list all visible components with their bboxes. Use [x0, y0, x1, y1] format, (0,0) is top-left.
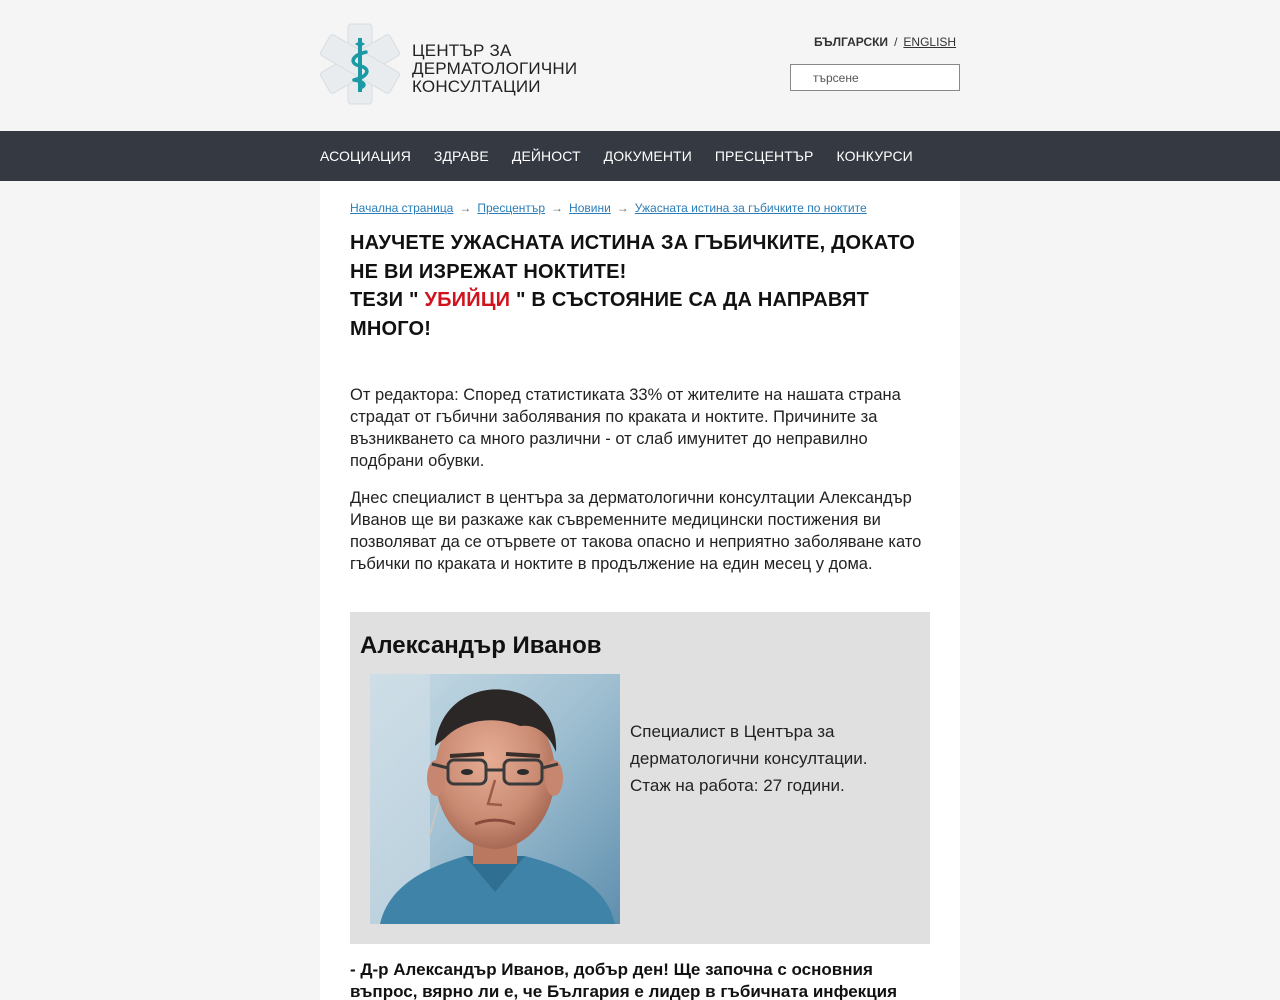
- portrait-image: [370, 674, 620, 924]
- site-header: [0, 0, 1280, 131]
- headline-highlight: УБИЙЦИ: [424, 289, 511, 311]
- headline-line: НАУЧЕТЕ УЖАСНАТА ИСТИНА ЗА ГЪБИЧКИТЕ, ДОКАТО НЕ ВИ ИЗРЕЖАТ НОКТИТЕ!: [350, 232, 916, 283]
- expert-desc-line: Специалист в Центъра за: [630, 722, 835, 741]
- article: [320, 181, 960, 1000]
- nav-item-documents[interactable]: ДОКУМЕНТИ: [603, 148, 692, 164]
- breadcrumb-current[interactable]: Ужасната истина за гъбичките по ноктите: [634, 201, 867, 215]
- main-nav: [0, 131, 1280, 181]
- intro-paragraph: От редактора: Според статистиката 33% от жителите на нашата страна страдат от гъбични заболявания по краката и ноктите. Причините за възникването са много различни - от слаб имунитет до неправилно подбрани обувки.: [350, 386, 901, 470]
- interview-question: - Д-р Александър Иванов, добър ден! Ще започна с основния въпрос, вярно ли е, че България е лидер в гъбичната инфекция: [350, 960, 898, 1000]
- language-english-link[interactable]: ENGLISH: [903, 35, 957, 49]
- logo-line: ЦЕНТЪР ЗА: [412, 41, 512, 60]
- language-separator: /: [894, 35, 898, 49]
- expert-photo: [370, 674, 620, 924]
- breadcrumb: [350, 201, 867, 215]
- expert-card: [350, 612, 930, 944]
- breadcrumb-press-center[interactable]: Пресцентър: [477, 201, 546, 215]
- logo-line: КОНСУЛТАЦИИ: [412, 77, 541, 96]
- logo-line: ДЕРМАТОЛОГИЧНИ: [412, 59, 578, 78]
- expert-desc-line: Стаж на работа: 27 години.: [630, 776, 845, 795]
- headline-text: " В СЪСТОЯНИЕ СА ДА НАПРАВЯТ МНОГО!: [350, 289, 870, 340]
- language-current[interactable]: БЪЛГАРСКИ: [814, 35, 889, 49]
- logo-text[interactable]: [412, 42, 577, 96]
- intro-paragraph: Днес специалист в центъра за дерматологични консултации Александър Иванов ще ви разкаже как съвременните медицински постижения ви позволяват да се отървете от такова опасно и неприятно заболяване като гъбички по краката и ноктите в продължение на един месец у дома.: [350, 489, 922, 573]
- breadcrumb-news[interactable]: Новини: [569, 201, 611, 215]
- search-placeholder: търсене: [813, 71, 859, 85]
- breadcrumb-home[interactable]: Начална страница: [350, 201, 454, 215]
- page-title: [350, 229, 940, 343]
- nav-item-association[interactable]: АСОЦИАЦИЯ: [320, 148, 411, 164]
- nav-item-activity[interactable]: ДЕЙНОСТ: [511, 148, 581, 164]
- star-of-life-icon: [320, 22, 400, 106]
- language-switcher: [814, 35, 956, 49]
- logo[interactable]: [320, 22, 400, 106]
- expert-name: Александър Иванов: [360, 632, 602, 659]
- breadcrumb-arrow: →: [616, 201, 629, 215]
- headline-text: ТЕЗИ ": [350, 289, 425, 311]
- headline-line: [350, 286, 940, 343]
- nav-item-health[interactable]: ЗДРАВЕ: [433, 148, 489, 164]
- expert-desc-line: дерматологични консултации.: [630, 749, 868, 768]
- nav-item-press-center[interactable]: ПРЕСЦЕНТЪР: [714, 148, 814, 164]
- breadcrumb-arrow: →: [459, 201, 472, 215]
- search-input[interactable]: [790, 64, 960, 91]
- breadcrumb-arrow: →: [551, 201, 564, 215]
- expert-description: [630, 718, 920, 799]
- nav-item-competitions[interactable]: КОНКУРСИ: [836, 148, 913, 164]
